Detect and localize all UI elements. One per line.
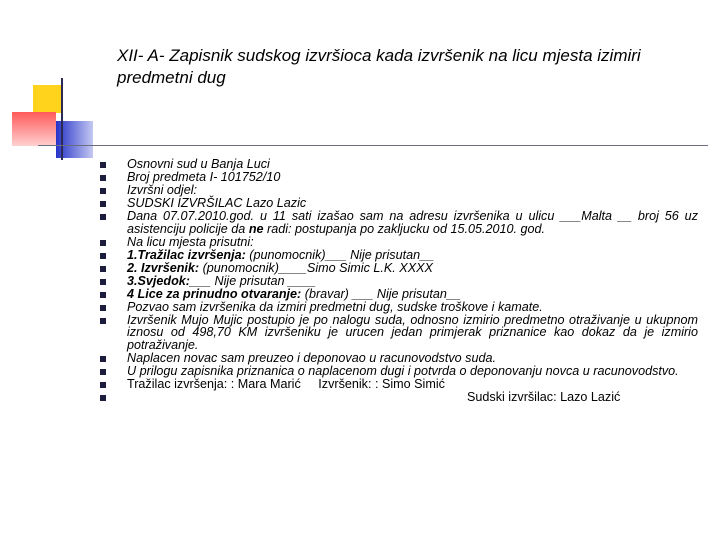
court-text: Osnovni sud u Banja Luci xyxy=(127,157,270,171)
department-text: Izvršni odjel: xyxy=(127,183,197,197)
decor-horizontal-line xyxy=(38,145,708,146)
decor-red-square xyxy=(12,112,56,146)
bullet-icon xyxy=(100,214,106,220)
list-item xyxy=(100,288,698,301)
list-item xyxy=(100,391,698,404)
list-item xyxy=(100,171,698,184)
list-item xyxy=(100,365,698,378)
deposited-text: Naplacen novac sam preuzeo i deponovao u racunovodstvo suda. xyxy=(127,350,496,365)
sign-creditor: Tražilac izvršenja: : Mara Marić xyxy=(127,376,301,391)
date-intro-text: Dana 07.07.2010.god. u 11 sati izašao sam na adresu izvršenika u ulicu ___Malta __ broj 56 uz asistenciju policije da xyxy=(127,209,698,236)
bullet-icon xyxy=(100,318,106,324)
witness-label: 3.Svjedok: xyxy=(127,273,190,288)
sign-debtor: Izvršenik: : Simo Simić xyxy=(318,376,445,391)
list-item xyxy=(100,301,698,314)
decor-yellow-square xyxy=(33,85,61,113)
list-item xyxy=(100,184,698,197)
bullet-icon xyxy=(100,175,106,181)
sign-bailiff: Sudski izvršilac: Lazo Lazić xyxy=(467,389,621,404)
case-number-text: Broj predmeta I- 101752/10 xyxy=(127,170,281,184)
slide-title: XII- A- Zapisnik sudskog izvršioca kada izvršenik na licu mjesta izimiri predmetni dug xyxy=(117,46,641,87)
bullet-icon xyxy=(100,240,106,246)
list-item xyxy=(100,275,698,288)
list-item xyxy=(100,210,698,235)
debtor-label: 2. Izvršenik: xyxy=(127,260,200,275)
list-item xyxy=(100,352,698,365)
bullet-icon xyxy=(100,253,106,259)
date-rest-text: radi: postupanja po zakljucku od 15.05.2010. god. xyxy=(263,221,545,236)
bullet-icon xyxy=(100,369,106,375)
attachment-text: U prilogu zapisnika priznanica o naplacenom dugi i potvrda o deponovanju novca u racunovodstvo. xyxy=(127,363,679,378)
list-item xyxy=(100,197,698,210)
witness-text: ___ Nije prisutan ____ xyxy=(190,273,317,288)
bullet-icon xyxy=(100,162,106,168)
bullet-icon xyxy=(100,292,106,298)
bullet-icon xyxy=(100,201,106,207)
list-item xyxy=(100,378,698,391)
date-bold-text: ne xyxy=(248,221,264,236)
list-item xyxy=(100,236,698,249)
creditor-text: (punomocnik)___ Nije prisutan__ xyxy=(245,247,435,262)
list-item xyxy=(100,314,698,352)
bullet-icon xyxy=(100,279,106,285)
list-item xyxy=(100,262,698,275)
bullet-icon xyxy=(100,395,106,401)
bullet-icon xyxy=(100,305,106,311)
minutes-list xyxy=(100,158,698,404)
bailiff-text: SUDSKI IZVRŠILAC Lazo Lazic xyxy=(127,196,307,210)
creditor-label: 1.Tražilac izvršenja: xyxy=(127,247,246,262)
invited-text: Pozvao sam izvršenika da izmiri predmetni dug, sudske troškove i kamate. xyxy=(127,299,543,314)
locksmith-text: (bravar) ___ Nije prisutan__ xyxy=(301,286,461,301)
locksmith-label: 4 Lice za prinudno otvaranje: xyxy=(127,286,302,301)
bullet-icon xyxy=(100,382,106,388)
bullet-icon xyxy=(100,266,106,272)
bullet-icon xyxy=(100,356,106,362)
bullet-icon xyxy=(100,188,106,194)
decor-vertical-line xyxy=(61,78,63,160)
debtor-text: (punomocnik)____Simo Simic L.K. XXXX xyxy=(199,260,433,275)
list-item xyxy=(100,249,698,262)
list-item xyxy=(100,158,698,171)
present-text: Na licu mjesta prisutni: xyxy=(127,234,254,249)
complied-text: Izvršenik Mujo Mujic postupio je po nalogu suda, odnosno izmirio predmetno otraživanje u ukupnom iznosu od 498,70 KM izvršeniku je urucen jedan primjerak priznanice kao dokaz da je izmirio potraživanje. xyxy=(127,312,698,352)
